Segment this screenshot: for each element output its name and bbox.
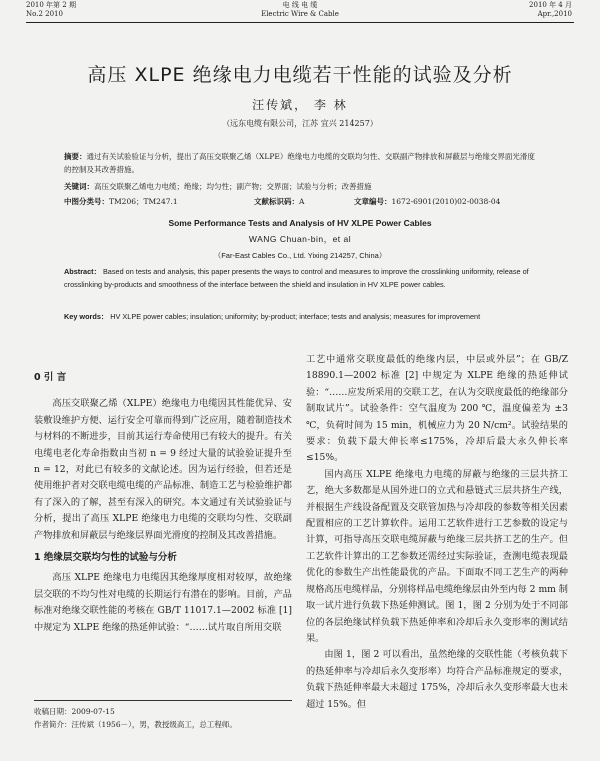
right-column: [306, 352, 568, 713]
abstract-en: [64, 265, 542, 291]
doc-label: 文献标识码：: [254, 197, 299, 206]
header-right: [529, 1, 572, 19]
doc-code: [254, 195, 304, 208]
article-code: [354, 195, 500, 208]
paper-title-en: Some Performance Tests and Analysis of HV XLPE Power Cables: [168, 218, 432, 228]
section-1-paragraph: 高压 XLPE 绝缘电力电缆因其绝缘厚度相对较厚，故绝缘层交联的不均匀性对电缆的长期运行有潜在的影响。目前，产品标准对绝缘交联性能的考核在 GB/T 11017.1—2002 标准 [1] 中规定为 XLPE 绝缘的热延伸试验：“……试片取自所用交联: [34, 572, 292, 633]
footnote: [34, 700, 292, 731]
right-paragraph-1: 工艺中通常交联度最低的绝缘内层，中层或外层”；在 GB/Z 18890.1—2002 标准 [2] 中规定为 XLPE 绝缘的热延伸试验：“……应发所采用的交联工艺，在认为交联度最低的绝缘部分制取试片”。试验条件：空气温度为 200 ℃，温度偏差为 ±3 ℃，负荷时间为 15 min，机械应力为 20 N/cm²。试验结果的要求：负载下最大伸长率≤175%，冷却后最大永久伸长率≤15%。: [306, 354, 568, 464]
header-date-cn: 2010 年 4 月: [529, 1, 572, 9]
keywords-cn-text: 高压交联聚乙烯电力电缆；绝缘；均匀性；副产物；交界面；试验与分析；改善措施: [94, 182, 372, 191]
keywords-cn-label: 关键词：: [64, 182, 94, 191]
header-date-en: Apr.,2010: [537, 10, 572, 18]
left-column: [34, 354, 292, 636]
author-list: 汪传斌， 李 林: [252, 98, 348, 112]
clc-value: TM206；TM247.1: [109, 197, 178, 206]
abstract-cn-label: 摘要：: [64, 152, 87, 161]
keywords-en-text: HV XLPE power cables; insulation; uniformity; by-product; interface; tests and analysis; measures for improvement: [110, 312, 481, 321]
keywords-en-label: Key words：: [64, 312, 109, 321]
running-header: [0, 0, 600, 24]
author-affiliation: （远东电缆有限公司，江苏 宜兴 214257）: [222, 119, 378, 128]
footnote-author-info: 作者简介：汪传斌（1956－），男，教授级高工，总工程师。: [34, 720, 237, 729]
header-rule: [26, 22, 574, 23]
keywords-cn: [64, 180, 540, 193]
paper-title: 高压 XLPE 绝缘电力电缆若干性能的试验及分析: [87, 64, 513, 86]
section-1-heading: 1 绝缘层交联均匀性的试验与分析: [34, 552, 177, 564]
doc-value: A: [299, 197, 305, 206]
section-0-paragraph: 高压交联聚乙烯（XLPE）绝缘电力电缆因其性能优异、安装敷设维护方便、运行安全可靠而得到广泛应用，随着制造技术与材料的不断进步，目前其运行寿命使用已有较大的提升。有关电缆电老化寿命指数由当初 n = 9 经过大量的试验验证提升至 n = 12，对此已有较多的文献论述。因为运行经验，但若还是使用维护者对交联电缆电缆的产品标准、制造工艺与检验维护都有了深入的了解，甚至有深入的研究。本文通过有关试验验证与分析，提出了高压 XLPE 绝缘电力电缆的交联均匀性、交联副产物排放和屏蔽层与绝缘层界面光滑度的控制及其改善措施。: [34, 398, 292, 541]
article-label: 文章编号：: [354, 197, 392, 206]
header-issue-en: No.2 2010: [26, 10, 63, 18]
abstract-en-label: Abstract：: [64, 267, 101, 276]
abstract-en-text: Based on tests and analysis, this paper presents the ways to control and measures to improve the crosslinking uniformity, release of crosslinking by-products and smoothness of the interface between the shield and insulation in HV XLPE power cables.: [64, 267, 529, 289]
right-paragraph-2: 国内高压 XLPE 绝缘电力电缆的屏蔽与绝缘的三层共挤工艺，绝大多数都是从国外进口的立式和悬链式三层共挤生产线，并根据生产线设备配置及交联管加热与冷却段的参数等相关因素配置相应的工艺计算软件。运用工艺软件进行工艺参数的设定与计算，可指导高压交联电缆屏蔽与绝缘三层共挤工艺的生产。但工艺软件计算出的工艺参数还需经过实际验证，查测电缆表现最优化的参数生产出性能最优的产品。下面取不同工艺生产的两种规格高压电缆样品，分别将样品电缆绝缘层由外至内每 2 mm 制取一试片进行负载下热延伸测试。图 1，图 2 分别为处于不同部位的各层绝缘试样负载下热延伸率和冷却后永久变形率的测试结果。: [306, 468, 568, 644]
section-0-heading: 0 引 言: [34, 372, 67, 383]
author-list-en: WANG Chuan-bin，et al: [248, 234, 352, 244]
footnote-received: 收稿日期：2009-07-15: [34, 707, 115, 716]
author-affiliation-en: （Far-East Cables Co., Ltd. Yixing 214257, China）: [213, 251, 387, 260]
clc-code: [64, 195, 178, 208]
right-paragraph-3: 由图 1，图 2 可以看出，虽然绝缘的交联性能（考核负载下的热延伸率与冷却后永久变形率）均符合产品标准规定的要求，负载下热延伸率最大未超过 175%，冷却后永久变形率最大也未超过 15%。但: [306, 649, 568, 710]
abstract-cn-text: 通过有关试验验证与分析，提出了高压交联聚乙烯（XLPE）绝缘电力电缆的交联均匀性、交联副产物排放和屏蔽层与绝缘交界面光滑度的控制及其改善措施。: [64, 152, 535, 174]
abstract-cn: [64, 150, 540, 176]
article-value: 1672-6901(2010)02-0038-04: [391, 197, 501, 206]
header-center: [0, 1, 600, 19]
clc-label: 中图分类号：: [64, 197, 109, 206]
keywords-en: [64, 310, 542, 323]
journal-name-cn: 电 线 电 缆: [282, 1, 318, 9]
header-issue-cn: 2010 年第 2 期: [26, 1, 76, 9]
journal-name-en: Electric Wire & Cable: [261, 10, 339, 18]
